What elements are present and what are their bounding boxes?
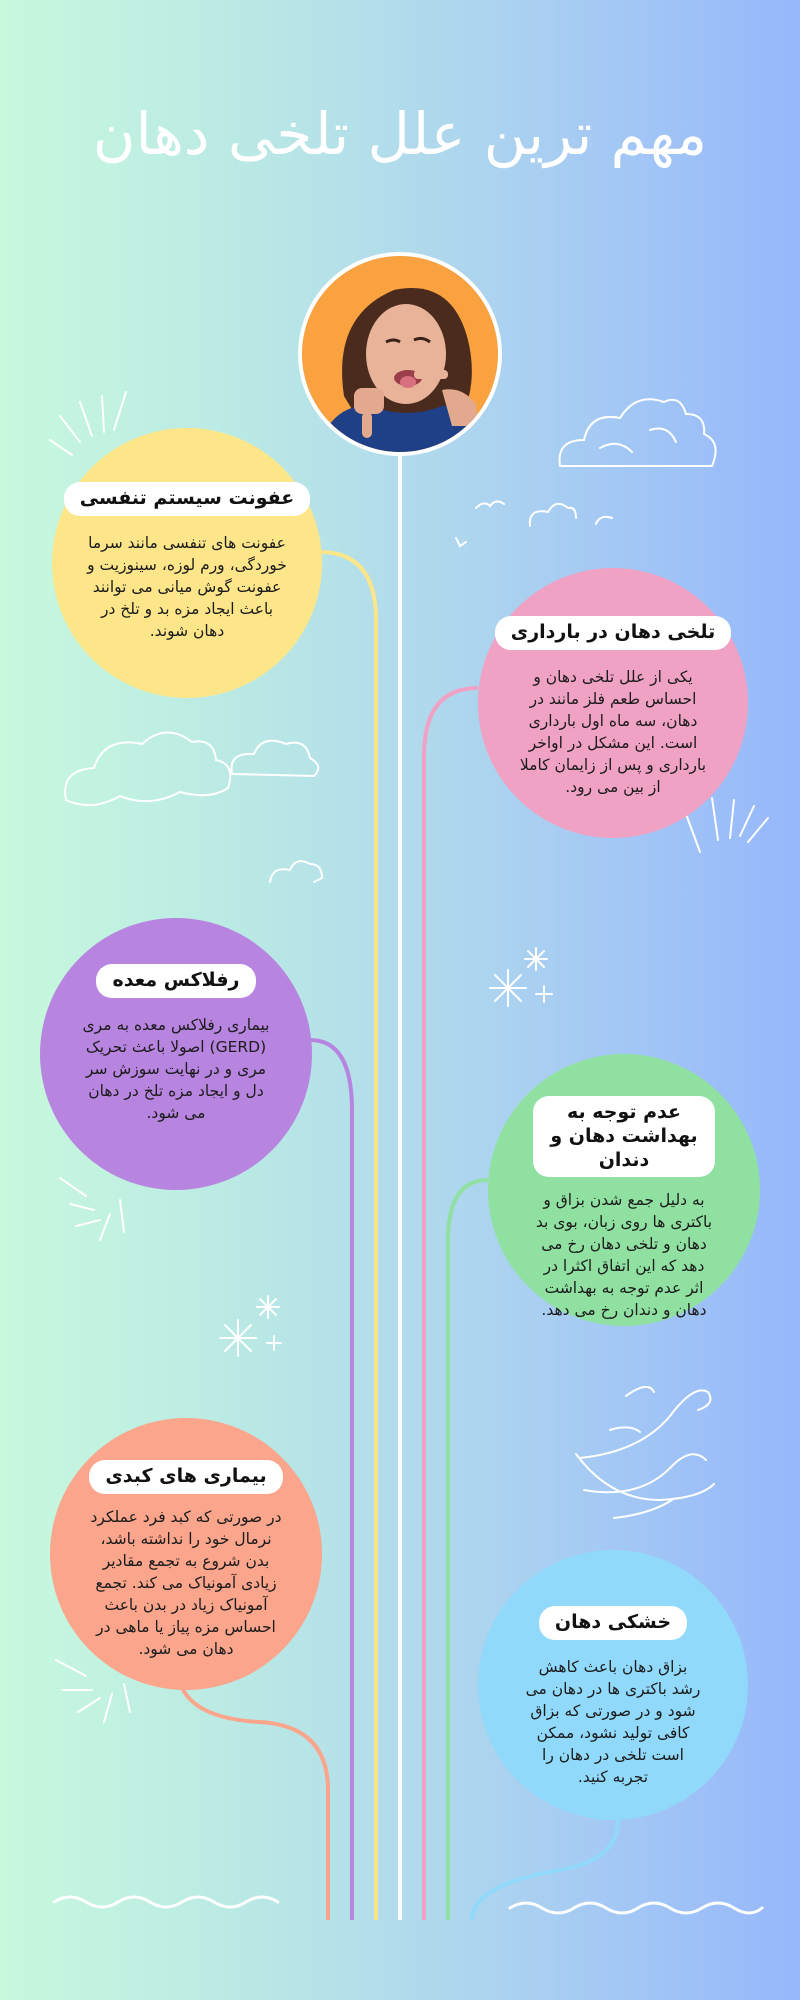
sparkle-icon [490, 948, 552, 1006]
card-text: بزاق دهان باعث کاهش رشد باکتری ها در دهان می شود و در صورتی که بزاق کافی تولید نشود، ممکن است تلخی در دهان را تجربه کنید. [525, 1657, 701, 1786]
card-pregnancy-bitterness [478, 568, 748, 838]
card-liver-disease [50, 1418, 322, 1690]
card-heading: عفونت سیستم تنفسی [64, 482, 311, 516]
card-text: بیماری رفلاکس معده به مری (GERD) اصولا باعث تحریک مری و در نهایت سوزش سر دل و ایجاد مزه تلخ در دهان می شود. [82, 1015, 270, 1122]
card-dry-mouth [478, 1550, 748, 1820]
card-heading: خشکی دهان [539, 1606, 687, 1640]
page-title: مهم ترین علل تلخی دهان [92, 100, 708, 168]
card-text: در صورتی که کبد فرد عملکرد نرمال خود را نداشته باشد، بدن شروع به تجمع مقادیر زیادی آمونیاک می کند. تجمع آمونیاک زیاد در بدن باعث احساس مزه پیاز یا ماهی در دهان می شود. [90, 1507, 282, 1658]
woman-thumbs-down-icon [302, 256, 498, 452]
wind-swirl-icon [576, 1387, 714, 1518]
bird-icon [476, 501, 504, 508]
cloud-icon [560, 399, 716, 466]
card-heading: تلخی دهان در بارداری [495, 616, 731, 650]
card-gastric-reflux [40, 918, 312, 1190]
card-heading: رفلاکس معده [96, 964, 255, 998]
card-text: یکی از علل تلخی دهان و احساس طعم فلز مانند در دهان، سه ماه اول بارداری است. این مشکل در اواخر بارداری و پس از زایمان کاملا از بین می رود. [519, 667, 707, 796]
card-oral-hygiene [488, 1054, 760, 1326]
sparkle-icon [220, 1296, 281, 1356]
bird-icon [456, 538, 466, 546]
wave-icon [54, 1897, 278, 1907]
cloud-icon [270, 861, 322, 882]
cloud-icon [231, 741, 318, 776]
burst-icon [60, 1178, 124, 1240]
card-respiratory-infection [52, 428, 322, 698]
card-heading: عدم توجه به بهداشت دهان و دندان [533, 1096, 715, 1177]
card-heading: بیماری های کبدی [89, 1460, 282, 1494]
wave-icon [510, 1903, 762, 1913]
portrait-photo [298, 252, 502, 456]
card-text: عفونت های تنفسی مانند سرما خوردگی، ورم لوزه، سینوزیت و عفونت گوش میانی می توانند باعث ایجاد مزه بد و تلخ در دهان شوند. [87, 533, 287, 640]
card-text: به دلیل جمع شدن بزاق و باکتری ها روی زبان، بوی بد دهان و تلخی دهان رخ می دهد که این اتفاق اکثرا در اثر عدم توجه به بهداشت دهان و دندان رخ می دهد. [535, 1191, 713, 1320]
cloud-icon [530, 504, 612, 526]
cloud-icon [65, 732, 230, 805]
